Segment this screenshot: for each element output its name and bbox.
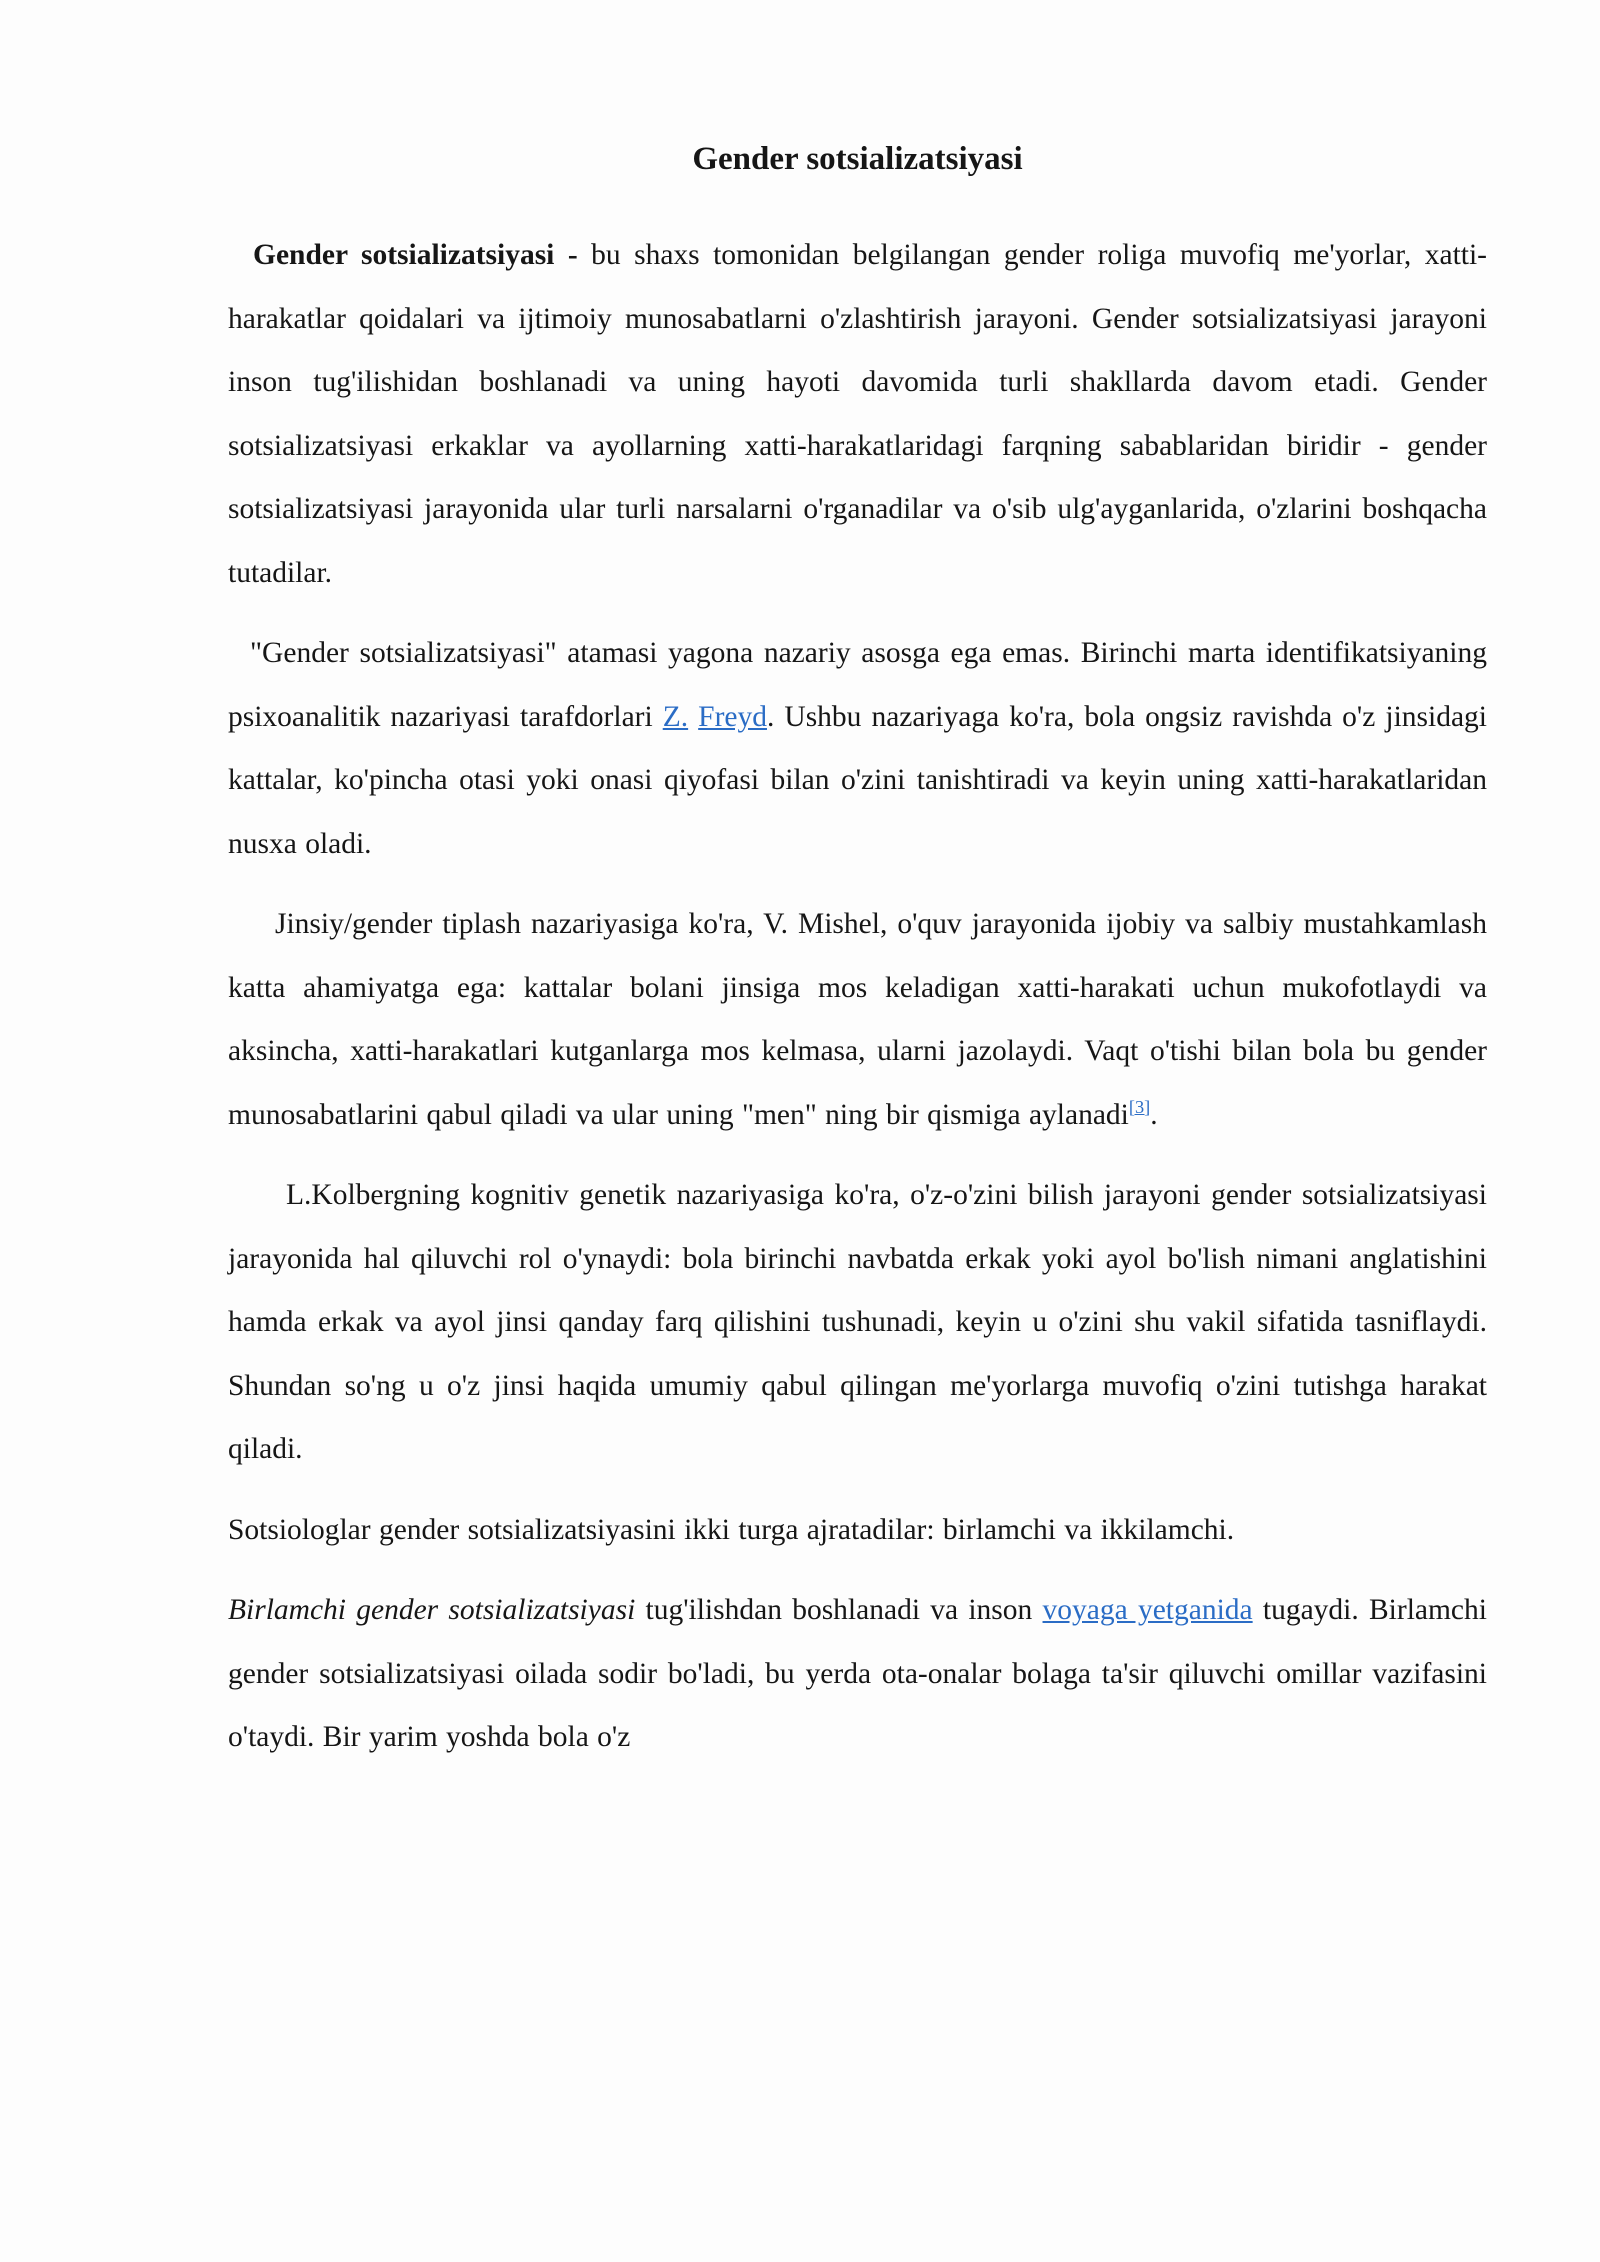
link-z-initial[interactable]: Z. — [662, 700, 689, 733]
definition-lead-bold: Gender sotsializatsiyasi - — [253, 239, 578, 271]
definition-body-text: bu shaxs tomonidan belgilangan gender roliga muvofiq me'yorlar, xatti-harakatlar qoidalari va ijtimoiy munosabatlarni o'zlashtirish jarayoni. Gender sotsializatsiyasi jarayoni inson tug'ilishidan boshlanadi va uning hayoti davomida turli shakllarda davom etadi. Gender sotsializatsiyasi erkaklar va ayollarning xatti-harakatlaridagi farqning sabablaridan biridir - gender sotsializatsiyasi jarayonida ular turli narsalarni o'rganadilar va o'sib ulg'ayganlarida, o'zlarini boshqacha tutadilar. — [228, 239, 1487, 589]
paragraph-primary-socialization — [228, 1579, 1487, 1770]
footnote-marker — [1129, 1097, 1150, 1117]
link-freyd[interactable]: Freyd — [698, 700, 767, 733]
kolberg-text: L.Kolbergning kognitiv genetik nazariyasiga ko'ra, o'z-o'zini bilish jarayoni gender sotsializatsiyasi jarayonida hal qiluvchi rol o'ynaydi: bola birinchi navbatda erkak yoki ayol bo'lish nimani anglatishini hamda erkak va ayol jinsi qanday farq qilishini tushunadi, keyin u o'zini shu vakil sifatida tasniflaydi. Shundan so'ng u o'z jinsi haqida umumiy qabul qilingan me'yorlarga muvofiq o'zini tutishga harakat qiladi. — [228, 1179, 1487, 1465]
primary-socialization-italic: Birlamchi gender sotsializatsiyasi — [228, 1594, 636, 1626]
theory-intro-text: "Gender sotsializatsiyasi" atamasi yagona nazariy asosga ega emas. Birinchi marta identifikatsiyaning psixoanalitik nazariyasi tarafdorlari — [228, 637, 1487, 733]
primary-socialization-text-2: tugaydi. Birlamchi gender sotsializatsiyasi oilada sodir bo'ladi, bu yerda ota-onalar bolaga ta'sir qiluvchi omillar vazifasini o'taydi. Bir yarim yoshda bola o'z — [228, 1594, 1487, 1753]
theory-body-text: . Ushbu nazariyaga ko'ra, bola ongsiz ravishda o'z jinsidagi kattalar, ko'pincha otasi yoki onasi qiyofasi bilan o'zini tanishtiradi va keyin uning xatti-harakatlaridan nusxa oladi. — [228, 700, 1487, 860]
sociologists-text: Sotsiologlar gender sotsializatsiyasini ikki turga ajratadilar: birlamchi va ikkilamchi. — [228, 1513, 1235, 1546]
paragraph-kolberg-theory — [228, 1164, 1487, 1482]
paragraph-gender-typing — [228, 893, 1487, 1147]
paragraph-definition — [228, 224, 1487, 605]
document-title: Gender sotsializatsiyasi — [692, 141, 1023, 177]
link-footnote-3[interactable]: [3] — [1128, 1096, 1151, 1117]
primary-socialization-text-1: tug'ilishdan boshlanadi va inson — [635, 1594, 1043, 1626]
link-voyaga-yetganida[interactable]: voyaga yetganida — [1042, 1594, 1253, 1626]
paragraph-sociologists — [228, 1499, 1487, 1563]
gender-typing-text: Jinsiy/gender tiplash nazariyasiga ko'ra, V. Mishel, o'quv jarayonida ijobiy va salbiy mustahkamlash katta ahamiyatga ega: kattalar bolani jinsiga mos keladigan xatti-harakati uchun mukofotlaydi va aksincha, xatti-harakatlari kutganlarga mos kelmasa, ularni jazolaydi. Vaqt o'tishi bilan bola bu gender munosabatlarini qabul qiladi va ular uning "men" ning bir qismiga aylanadi — [228, 908, 1487, 1131]
gender-typing-period: . — [1150, 1098, 1158, 1131]
paragraph-psychoanalytic-theory — [228, 622, 1487, 876]
